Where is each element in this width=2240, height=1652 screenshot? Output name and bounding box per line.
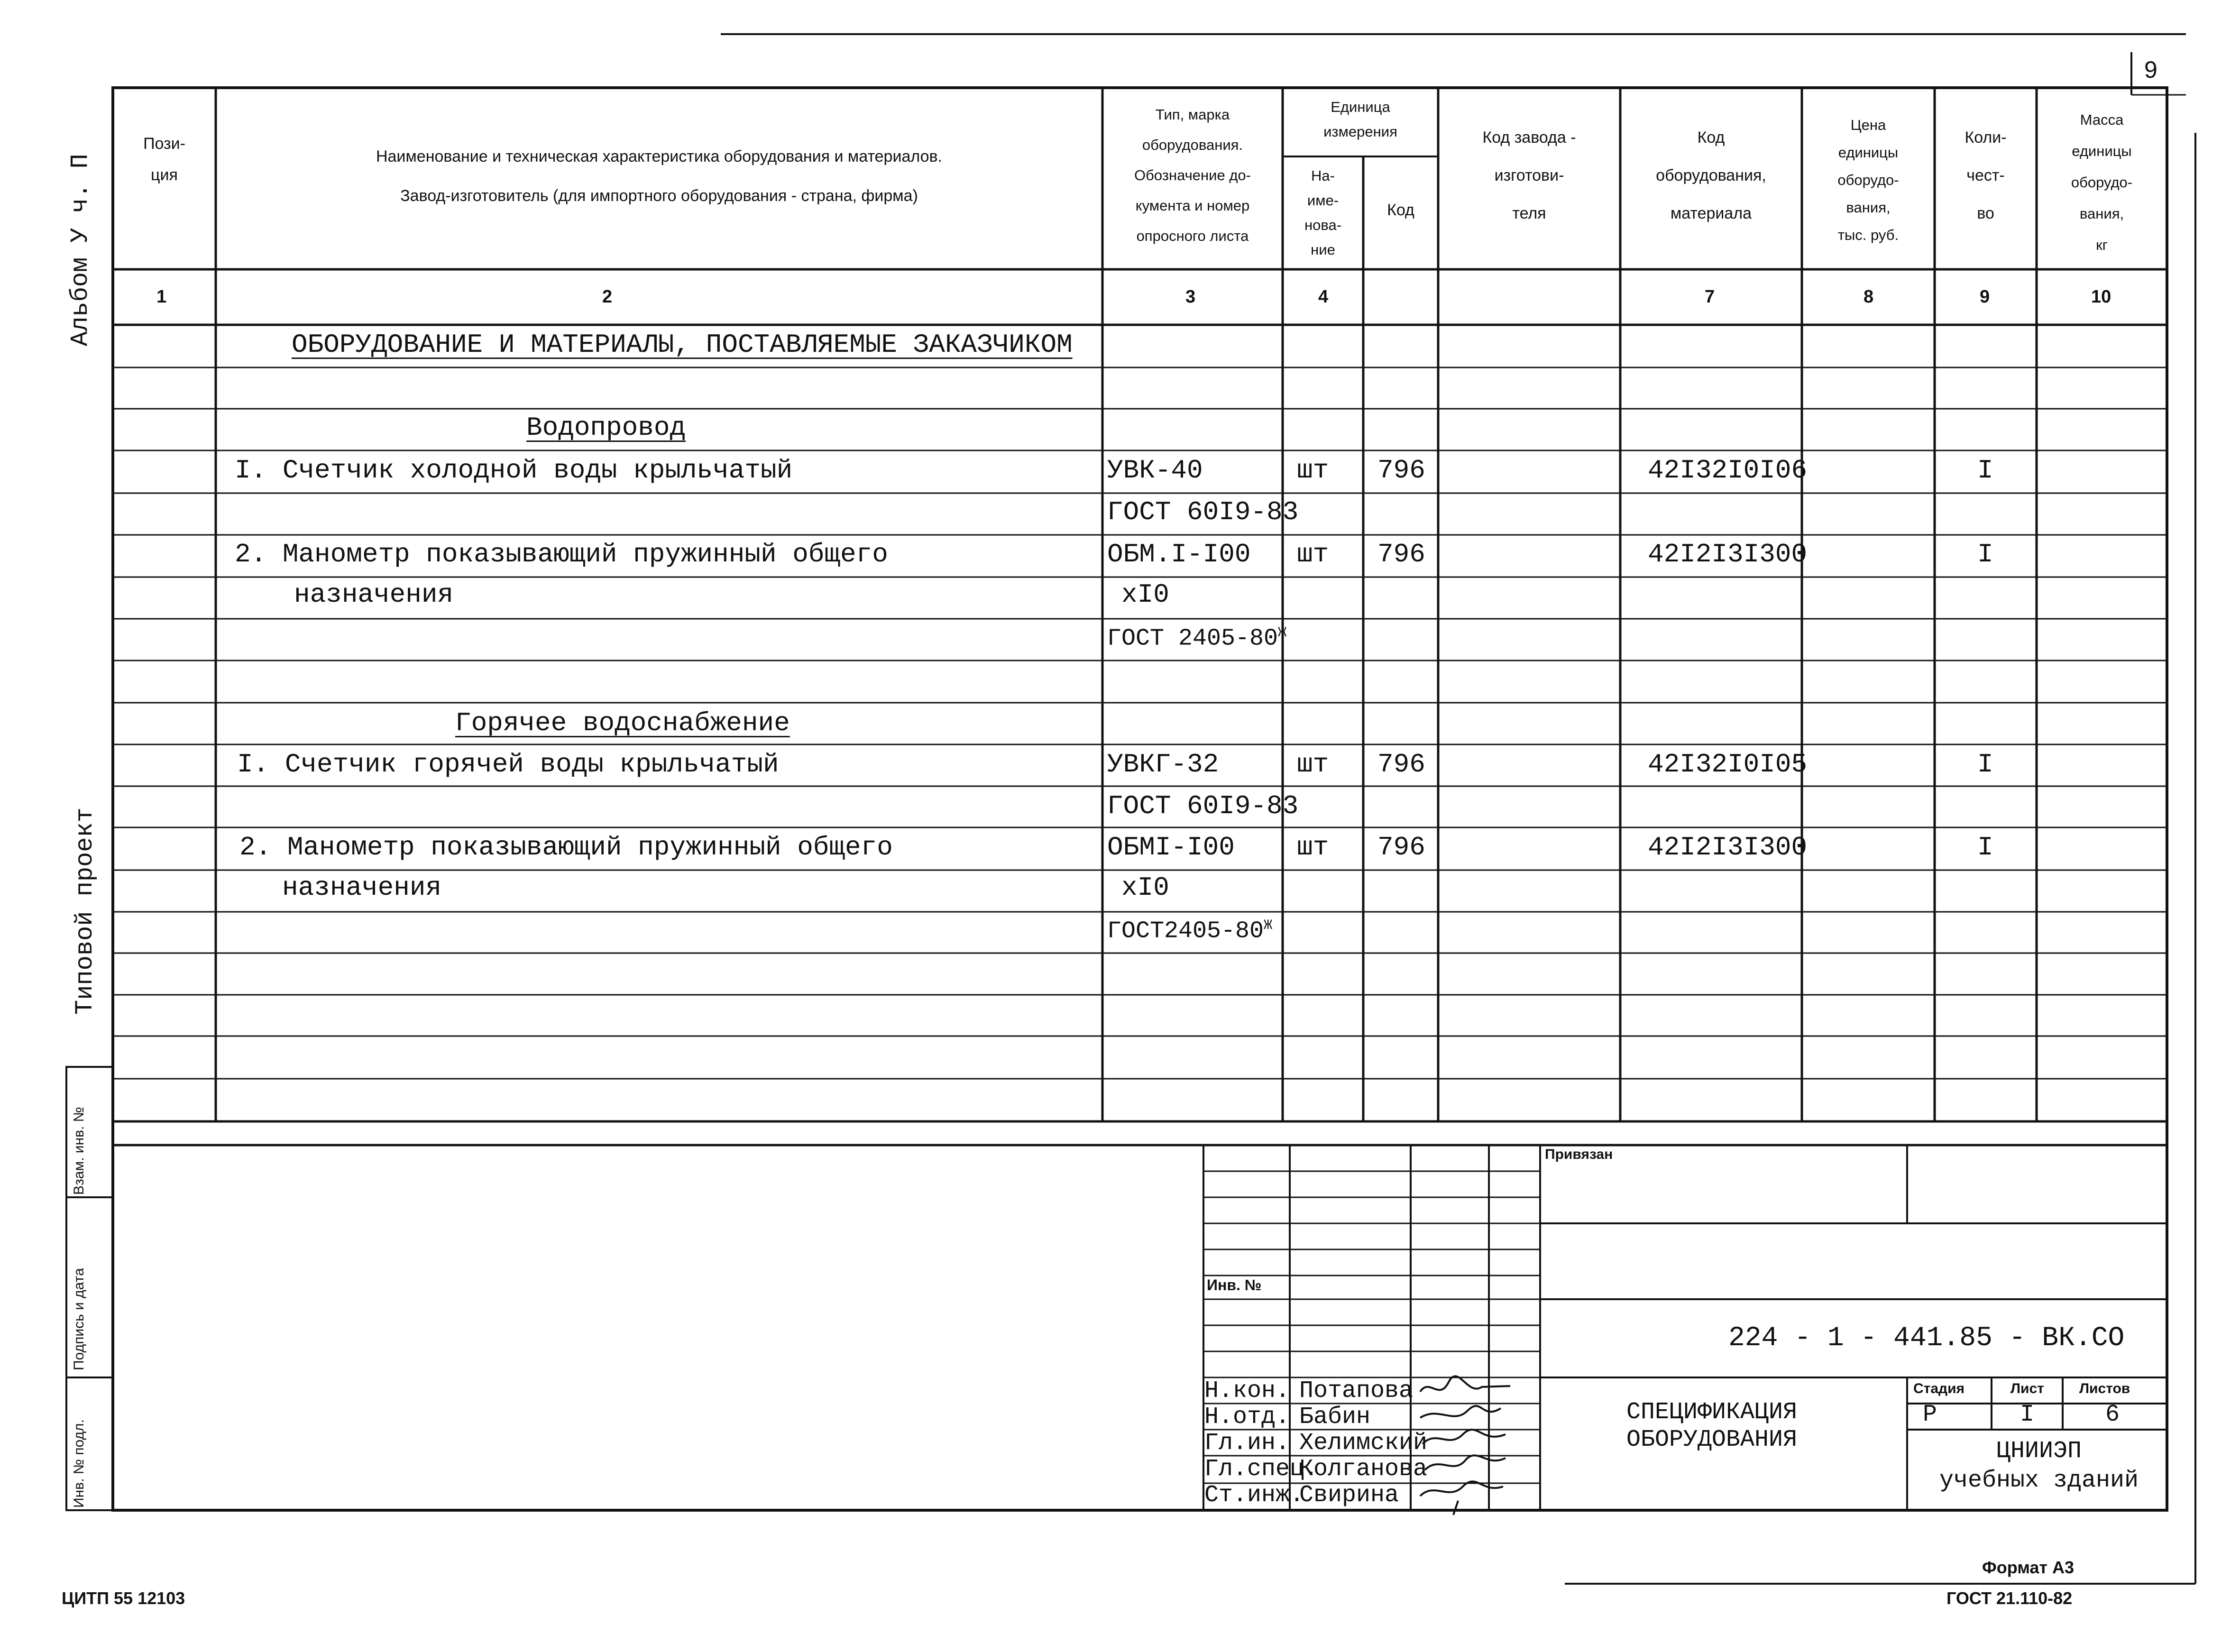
header-mass: Масса единицы оборудо- вания, кг bbox=[2071, 111, 2133, 253]
row3-code: 796 bbox=[1377, 749, 1425, 780]
stamp-role-2: Н.отд. bbox=[1204, 1404, 1290, 1431]
header-plant-code: Код завода - изготови- теля bbox=[1482, 128, 1576, 222]
row1-name: I. Счетчик холодной воды крыльчатый bbox=[235, 455, 793, 486]
section-title: ОБОРУДОВАНИЕ И МАТЕРИАЛЫ, ПОСТАВЛЯЕМЫЕ ЗАКАЗЧИКОМ bbox=[292, 330, 1073, 360]
header-type: Тип, марка оборудования. Обозначение до- кумента и номер опросного листа bbox=[1134, 106, 1251, 244]
row3-unit: шт bbox=[1297, 749, 1329, 780]
stamp-role-5: Ст.инж. bbox=[1204, 1482, 1304, 1509]
colnum-9: 9 bbox=[1980, 287, 1990, 307]
stamp-sheets: 6 bbox=[2105, 1401, 2120, 1428]
sidebar-project: Типовой проект bbox=[71, 808, 99, 1015]
row1-equip: 42I32I0I06 bbox=[1648, 455, 1808, 486]
row4-unit: шт bbox=[1297, 832, 1329, 863]
row3-qty: I bbox=[1977, 749, 1993, 780]
header-price: Цена единицы оборудо- вания, тыс. руб. bbox=[1837, 117, 1899, 243]
row3-name: I. Счетчик горячей воды крыльчатый bbox=[237, 749, 779, 780]
stamp-doc-code: 224 - 1 - 441.85 - ВК.СО bbox=[1728, 1323, 2125, 1354]
stamp-role-4: Гл.спец. bbox=[1204, 1456, 1319, 1483]
row1-code: 796 bbox=[1377, 455, 1425, 486]
header-unit-code: Код bbox=[1387, 201, 1414, 219]
stamp-privyazan: Привязан bbox=[1545, 1147, 1613, 1162]
sidebar-vzam-inv: Взам. инв. № bbox=[71, 1107, 87, 1195]
stamp-title: СПЕЦИФИКАЦИЯ ОБОРУДОВАНИЯ bbox=[1626, 1399, 1798, 1453]
row2-name: 2. Манометр показывающий пружинный общего bbox=[235, 539, 888, 569]
header-equip-code: Код оборудования, материала bbox=[1656, 128, 1766, 222]
row4-qty: I bbox=[1977, 832, 1993, 863]
header-unit-name: На- име- нова- ние bbox=[1304, 167, 1342, 258]
row2-type-cont: xI0 bbox=[1121, 579, 1169, 610]
row4-name: 2. Манометр показывающий пружинный общего bbox=[239, 832, 893, 863]
colnum-8: 8 bbox=[1864, 287, 1874, 307]
row1-unit: шт bbox=[1297, 455, 1329, 486]
page-number: 9 bbox=[2144, 56, 2157, 83]
row4-type: ОБМI-I00 bbox=[1107, 832, 1235, 863]
colnum-1: 1 bbox=[156, 287, 167, 307]
footer-itp: ЦИТП 55 12103 bbox=[62, 1588, 185, 1608]
row1-gost: ГОСТ 60I9-83 bbox=[1107, 497, 1299, 527]
colnum-2: 2 bbox=[602, 287, 613, 307]
row2-type: ОБМ.I-I00 bbox=[1107, 539, 1251, 569]
row2-gost: ГОСТ $2405-80^Ж$ bbox=[1107, 625, 1287, 652]
colnum-10: 10 bbox=[2091, 287, 2111, 307]
colnum-3: 3 bbox=[1185, 287, 1196, 307]
stamp-stage-label: Стадия bbox=[1913, 1381, 1965, 1396]
stamp-role-3: Гл.ин. bbox=[1204, 1430, 1290, 1457]
row3-type: УВКГ-32 bbox=[1107, 749, 1219, 780]
row3-equip: 42I32I0I05 bbox=[1648, 749, 1808, 780]
stamp-sheet: I bbox=[2020, 1401, 2035, 1428]
stamp-name-2: Бабин bbox=[1299, 1404, 1371, 1431]
header-qty: Коли- чест- во bbox=[1965, 128, 2007, 222]
header-unit: Единица измерения bbox=[1323, 99, 1397, 140]
stamp-name-5: Свирина bbox=[1299, 1482, 1399, 1509]
stamp-name-3: Хелимский bbox=[1299, 1430, 1428, 1457]
sidebar-inv-podl: Инв. № подл. bbox=[71, 1419, 87, 1508]
row4-gost: $ГОСТ2405-80^Ж$ bbox=[1107, 918, 1273, 945]
stamp-role-1: Н.кон. bbox=[1204, 1377, 1290, 1404]
row4-equip: 42I2I3I300 bbox=[1648, 832, 1808, 863]
row1-type: УВК-40 bbox=[1107, 455, 1203, 486]
row2-code: 796 bbox=[1377, 539, 1425, 569]
row4-type-cont: xI0 bbox=[1121, 872, 1169, 903]
stamp-org: ЦНИИЭП учебных зданий bbox=[1939, 1438, 2139, 1494]
header-pos: Пози- ция bbox=[143, 135, 185, 184]
stamp-inv-no: Инв. № bbox=[1207, 1276, 1262, 1294]
header-name: Наименование и техническая характеристика оборудования и материалов. Завод-изготовитель (для импортного оборудования - страна, фирма) bbox=[376, 147, 943, 205]
row2-qty: I bbox=[1977, 539, 1993, 569]
footer-format: Формат А3 bbox=[1982, 1558, 2075, 1577]
row2-equip: 42I2I3I300 bbox=[1648, 539, 1808, 569]
row2-name-cont: назначения bbox=[294, 579, 454, 610]
stamp-name-4: Колганова bbox=[1299, 1456, 1428, 1483]
sidebar-podpis-data: Подпись и дата bbox=[71, 1268, 87, 1370]
colnum-4: 4 bbox=[1318, 287, 1329, 307]
stamp-sheets-label: Листов bbox=[2079, 1381, 2130, 1396]
subsection-vodoprovod: Водопровод bbox=[526, 413, 686, 443]
stamp-stage: Р bbox=[1923, 1401, 1937, 1428]
subsection-gvs: Горячее водоснабжение bbox=[455, 708, 790, 738]
row4-code: 796 bbox=[1377, 832, 1425, 863]
colnum-7: 7 bbox=[1705, 287, 1715, 307]
row3-gost: ГОСТ 60I9-83 bbox=[1107, 791, 1299, 821]
stamp-name-1: Потапова bbox=[1299, 1377, 1414, 1404]
row2-unit: шт bbox=[1297, 539, 1329, 569]
row4-name-cont: назначения bbox=[282, 872, 442, 903]
stamp-sheet-label: Лист bbox=[2010, 1381, 2044, 1396]
signatures bbox=[1411, 1373, 1539, 1515]
sidebar-album: Альбом У ч. П bbox=[66, 154, 94, 346]
row1-qty: I bbox=[1977, 455, 1993, 486]
footer-gost: ГОСТ 21.110-82 bbox=[1946, 1588, 2073, 1608]
